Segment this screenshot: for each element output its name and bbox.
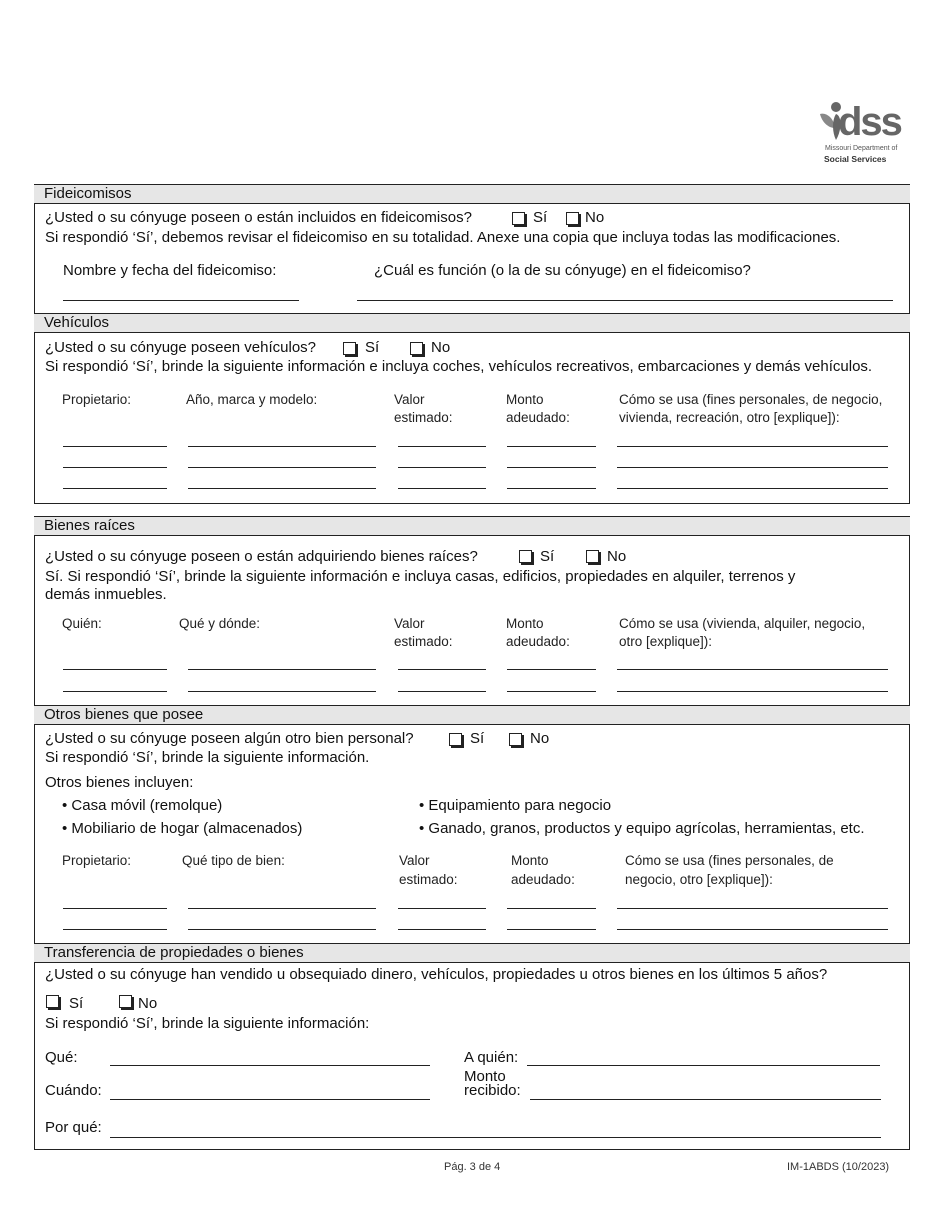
vehicles-field[interactable]: [63, 488, 167, 489]
other-no-label: No: [530, 730, 550, 747]
trusts-name-field[interactable]: [63, 300, 299, 301]
realestate-col-what: Qué y dónde:: [179, 616, 261, 631]
vehicles-col-use-1: Cómo se usa (fines personales, de negocio,: [619, 392, 883, 407]
transfer-no-checkbox[interactable]: [119, 995, 132, 1008]
other-field[interactable]: [398, 929, 486, 930]
vehicles-field[interactable]: [507, 467, 596, 468]
other-col-owed-1: Monto: [511, 853, 549, 868]
vehicles-field[interactable]: [63, 446, 167, 447]
transfer-no-label: No: [138, 995, 158, 1012]
vehicles-field[interactable]: [507, 446, 596, 447]
vehicles-field[interactable]: [63, 467, 167, 468]
vehicles-col-value-1: Valor: [394, 392, 425, 407]
realestate-field[interactable]: [188, 691, 376, 692]
trusts-no-label: No: [585, 209, 605, 226]
dss-logo: [816, 100, 906, 170]
transfer-amount-label-2: recibido:: [464, 1082, 521, 1099]
other-field[interactable]: [188, 908, 376, 909]
other-includes: Otros bienes incluyen:: [45, 774, 194, 791]
transfer-yes-checkbox[interactable]: [46, 995, 59, 1008]
vehicles-field[interactable]: [617, 467, 888, 468]
transfer-when-label: Cuándo:: [45, 1082, 102, 1099]
realestate-question: ¿Usted o su cónyuge poseen o están adquiriendo bienes raíces?: [45, 548, 478, 565]
trusts-col-role: ¿Cuál es función (o la de su cónyuge) en el fideicomiso?: [374, 262, 751, 279]
other-field[interactable]: [617, 929, 888, 930]
transfer-amount-label-1: Monto: [464, 1068, 506, 1085]
vehicles-field[interactable]: [398, 488, 486, 489]
transfer-question: ¿Usted o su cónyuge han vendido u obsequiado dinero, vehículos, propiedades u otros bienes en los últimos 5 años?: [45, 966, 828, 983]
other-question: ¿Usted o su cónyuge poseen algún otro bien personal?: [45, 730, 414, 747]
other-col-owed-2: adeudado:: [511, 872, 575, 887]
vehicles-col-value-2: estimado:: [394, 410, 453, 425]
other-yes-label: Sí: [470, 730, 485, 747]
transfer-note: Si respondió ‘Sí’, brinde la siguiente información:: [45, 1015, 370, 1032]
vehicles-field[interactable]: [507, 488, 596, 489]
vehicles-field[interactable]: [398, 467, 486, 468]
realestate-note-1: Sí. Si respondió ‘Sí’, brinde la siguiente información e incluya casas, edificios, propiedades en alquiler, terrenos y: [45, 568, 796, 585]
form-number: IM-1ABDS (10/2023): [787, 1161, 890, 1173]
transfer-what-label: Qué:: [45, 1049, 78, 1066]
vehicles-field[interactable]: [617, 446, 888, 447]
transfer-why-field[interactable]: [110, 1137, 881, 1138]
other-note: Si respondió ‘Sí’, brinde la siguiente información.: [45, 749, 370, 766]
other-field[interactable]: [507, 908, 596, 909]
transfer-what-field[interactable]: [110, 1065, 430, 1066]
realestate-field[interactable]: [507, 691, 596, 692]
transfer-yes-label: Sí: [69, 995, 84, 1012]
realestate-field[interactable]: [398, 669, 486, 670]
vehicles-col-owed-2: adeudado:: [506, 410, 570, 425]
trusts-yes-label: Sí: [533, 209, 548, 226]
trusts-no-checkbox[interactable]: [566, 212, 579, 225]
vehicles-field[interactable]: [398, 446, 486, 447]
trusts-role-field[interactable]: [357, 300, 893, 301]
other-bullet-1: • Casa móvil (remolque): [62, 797, 222, 815]
other-header: Otros bienes que posee: [34, 705, 910, 725]
realestate-field[interactable]: [617, 669, 888, 670]
realestate-header: Bienes raíces: [34, 516, 910, 536]
page-number: Pág. 3 de 4: [444, 1161, 501, 1173]
vehicles-field[interactable]: [188, 446, 376, 447]
other-field[interactable]: [63, 929, 167, 930]
other-field[interactable]: [507, 929, 596, 930]
other-field[interactable]: [617, 908, 888, 909]
realestate-yes-label: Sí: [540, 548, 555, 565]
other-bullet-2: • Mobiliario de hogar (almacenados): [62, 820, 302, 838]
other-yes-checkbox[interactable]: [449, 733, 462, 746]
other-bullet-4: • Ganado, granos, productos y equipo agrícolas, herramientas, etc.: [419, 820, 865, 838]
other-bullet-3: • Equipamiento para negocio: [419, 797, 611, 815]
realestate-col-value-1: Valor: [394, 616, 425, 631]
transfer-why-label: Por qué:: [45, 1119, 102, 1136]
trusts-yes-checkbox[interactable]: [512, 212, 525, 225]
realestate-field[interactable]: [617, 691, 888, 692]
transfer-whom-label: A quién:: [464, 1049, 519, 1066]
vehicles-col-use-2: vivienda, recreación, otro [explique]):: [619, 410, 840, 425]
other-col-value-2: estimado:: [399, 872, 458, 887]
transfer-header: Transferencia de propiedades o bienes: [34, 943, 910, 963]
realestate-field[interactable]: [398, 691, 486, 692]
other-field[interactable]: [398, 908, 486, 909]
vehicles-field[interactable]: [188, 488, 376, 489]
realestate-field[interactable]: [507, 669, 596, 670]
trusts-col-name: Nombre y fecha del fideicomiso:: [63, 262, 277, 279]
realestate-col-use-2: otro [explique]):: [619, 634, 713, 649]
realestate-no-label: No: [607, 548, 627, 565]
realestate-col-owed-2: adeudado:: [506, 634, 570, 649]
vehicles-col-owed-1: Monto: [506, 392, 544, 407]
vehicles-question: ¿Usted o su cónyuge poseen vehículos?: [45, 339, 317, 356]
vehicles-col-model: Año, marca y modelo:: [186, 392, 318, 407]
other-field[interactable]: [188, 929, 376, 930]
realestate-col-value-2: estimado:: [394, 634, 453, 649]
trusts-note: Si respondió ‘Sí’, debemos revisar el fideicomiso en su totalidad. Anexe una copia que incluya todas las modificaciones.: [45, 229, 841, 246]
vehicles-no-label: No: [431, 339, 451, 356]
vehicles-no-checkbox[interactable]: [410, 342, 423, 355]
other-col-owner: Propietario:: [62, 853, 132, 868]
vehicles-field[interactable]: [188, 467, 376, 468]
transfer-amount-field[interactable]: [530, 1099, 881, 1100]
transfer-whom-field[interactable]: [527, 1065, 880, 1066]
other-col-use-2: negocio, otro [explique]):: [625, 872, 773, 887]
other-field[interactable]: [63, 908, 167, 909]
vehicles-col-owner: Propietario:: [62, 392, 132, 407]
other-no-checkbox[interactable]: [509, 733, 522, 746]
vehicles-yes-checkbox[interactable]: [343, 342, 356, 355]
transfer-when-field[interactable]: [110, 1099, 430, 1100]
vehicles-field[interactable]: [617, 488, 888, 489]
realestate-no-checkbox[interactable]: [586, 550, 599, 563]
logo-subtitle-1: Missouri Department of: [825, 145, 898, 152]
realestate-field[interactable]: [63, 669, 167, 670]
vehicles-yes-label: Sí: [365, 339, 380, 356]
trusts-question: ¿Usted o su cónyuge poseen o están incluidos en fideicomisos?: [45, 209, 472, 226]
realestate-col-use-1: Cómo se usa (vivienda, alquiler, negocio,: [619, 616, 866, 631]
realestate-col-owed-1: Monto: [506, 616, 544, 631]
realestate-col-who: Quién:: [62, 616, 102, 631]
logo-subtitle-2: Social Services: [824, 154, 887, 164]
realestate-field[interactable]: [63, 691, 167, 692]
other-col-type: Qué tipo de bien:: [182, 853, 285, 868]
vehicles-note: Si respondió ‘Sí’, brinde la siguiente información e incluya coches, vehículos recreativos, embarcaciones y demás vehículos.: [45, 358, 873, 375]
logo-text: dss: [838, 100, 901, 144]
realestate-field[interactable]: [188, 669, 376, 670]
other-col-use-1: Cómo se usa (fines personales, de: [625, 853, 834, 868]
trusts-header: Fideicomisos: [34, 184, 910, 204]
realestate-note-2: demás inmuebles.: [45, 586, 167, 603]
realestate-yes-checkbox[interactable]: [519, 550, 532, 563]
vehicles-header: Vehículos: [34, 313, 910, 333]
other-col-value-1: Valor: [399, 853, 430, 868]
